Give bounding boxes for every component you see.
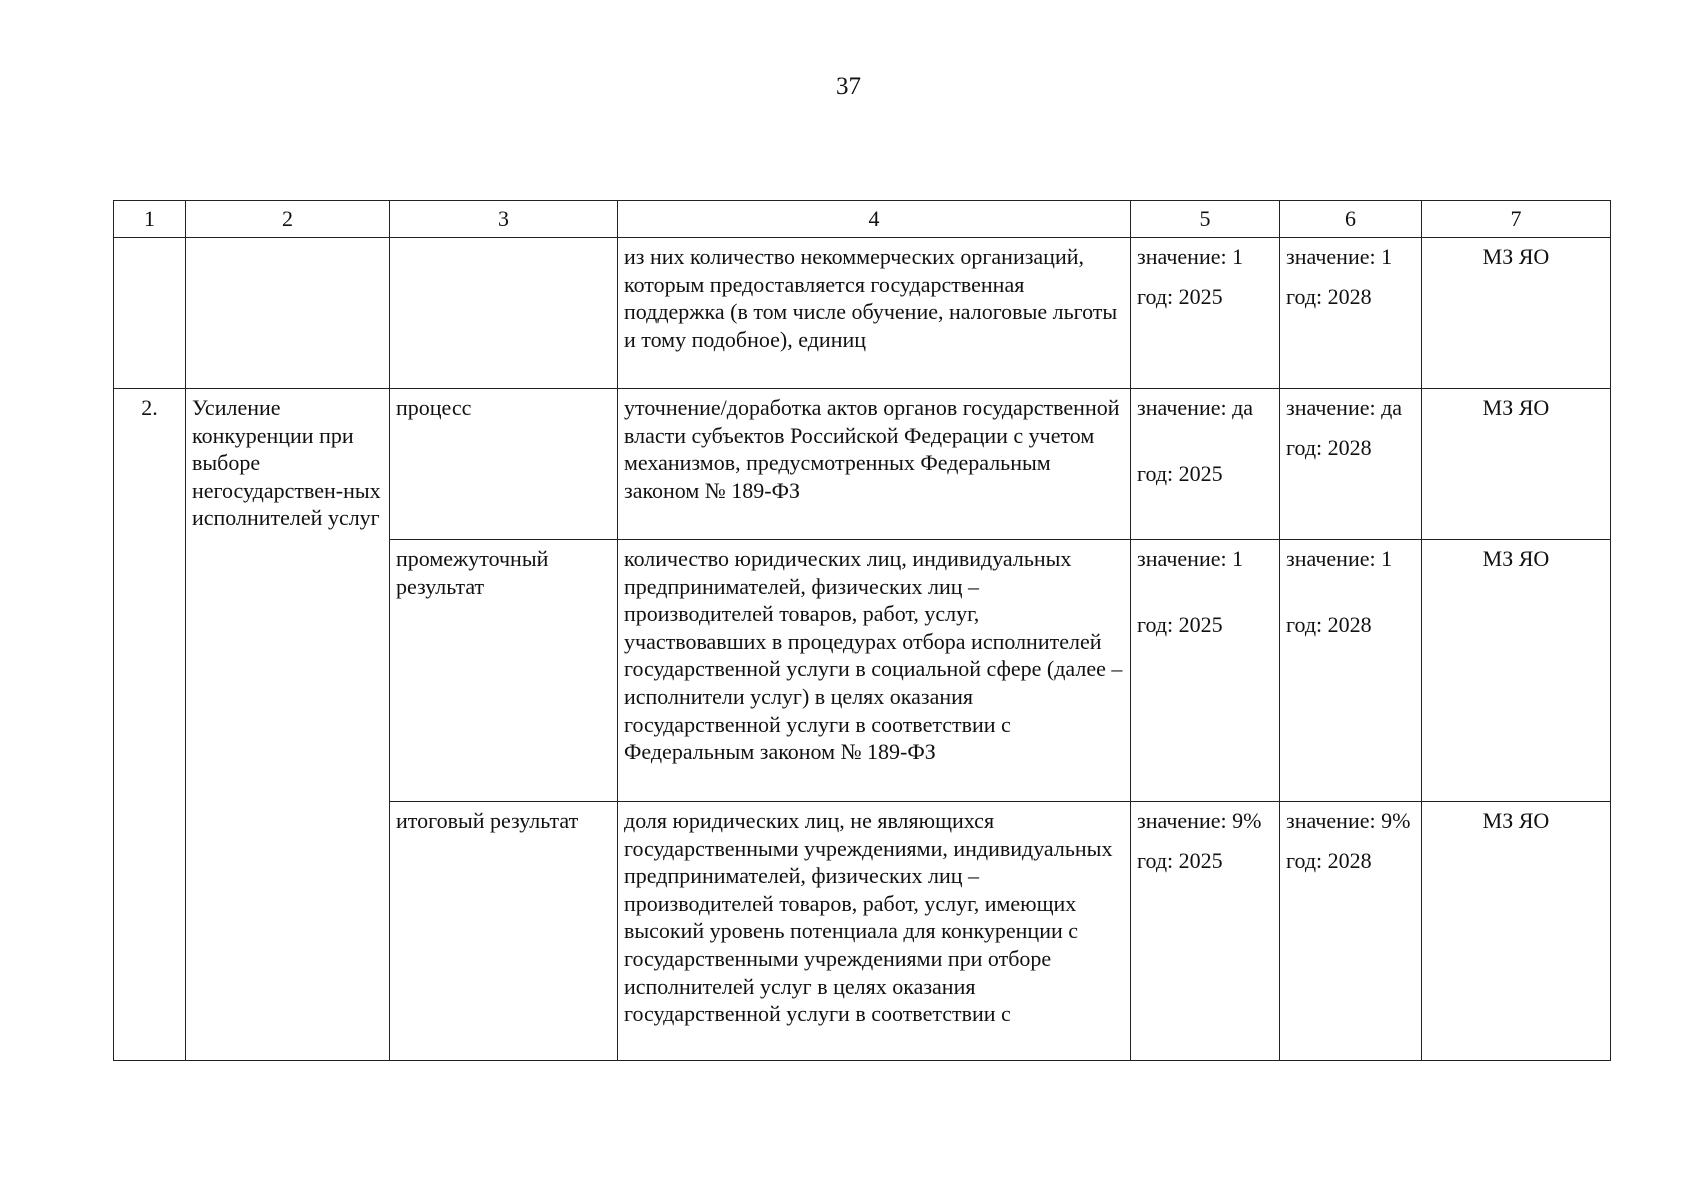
column-number-2: 2 — [186, 201, 390, 238]
base-value-cell — [1131, 238, 1280, 389]
base-value-cell — [1131, 389, 1280, 540]
base-year: год: 2025 — [1137, 847, 1223, 873]
column-number-1: 1 — [114, 201, 186, 238]
responsible-cell: МЗ ЯО — [1422, 802, 1611, 1061]
target-value: значение: 1 — [1286, 244, 1393, 269]
indicator-name-cell: из них количество некоммерческих организаций, которым предоставляется государственная поддержка (в том числе обучение, налоговые льготы и тому подобное), единиц — [618, 238, 1131, 389]
indicator-type-cell: промежуточный результат — [390, 540, 618, 802]
indicator-name-cell: доля юридических лиц, не являющихся государственными учреждениями, индивидуальных предпринимателей, физических лиц – производителей товаров, работ, услуг, имеющих высокий уровень потенциала для конкуренции с государственными учреждениями при отборе исполнителей услуг в целях оказания государственной услуги в соответствии с — [618, 802, 1131, 1061]
target-value-cell — [1280, 389, 1422, 540]
base-value: значение: 1 — [1137, 546, 1244, 571]
base-value-cell — [1131, 540, 1280, 802]
column-number-3: 3 — [390, 201, 618, 238]
target-year: год: 2028 — [1286, 847, 1372, 873]
target-value-cell — [1280, 540, 1422, 802]
task-cell: Усиление конкуренции при выборе негосударствен-ных исполнителей услуг — [186, 389, 390, 1061]
base-year: год: 2025 — [1137, 460, 1223, 486]
column-number-6: 6 — [1280, 201, 1422, 238]
indicator-name-cell: уточнение/доработка актов органов государственной власти субъектов Российской Федерации с учетом механизмов, предусмотренных Федеральным законом № 189-ФЗ — [618, 389, 1131, 540]
table-row — [114, 389, 1611, 540]
task-cell — [186, 238, 390, 389]
target-value: значение: да — [1286, 395, 1403, 420]
target-year: год: 2028 — [1286, 611, 1372, 637]
column-number-4: 4 — [618, 201, 1131, 238]
target-value: значение: 9% — [1286, 808, 1411, 833]
indicator-type-cell: процесс — [390, 389, 618, 540]
row-number-cell: 2. — [114, 389, 186, 1061]
base-value: значение: 1 — [1137, 244, 1244, 269]
base-year: год: 2025 — [1137, 611, 1223, 637]
responsible-cell: МЗ ЯО — [1422, 540, 1611, 802]
table-header-row — [114, 201, 1611, 238]
base-value-cell — [1131, 802, 1280, 1061]
indicator-type-cell: итоговый результат — [390, 802, 618, 1061]
base-value: значение: да — [1137, 395, 1254, 420]
base-value: значение: 9% — [1137, 808, 1262, 833]
page-number: 37 — [836, 73, 861, 100]
table-row — [114, 238, 1611, 389]
target-value: значение: 1 — [1286, 546, 1393, 571]
indicator-name-cell: количество юридических лиц, индивидуальных предпринимателей, физических лиц – производителей товаров, работ, услуг, участвовавших в процедурах отбора исполнителей государственной услуги в социальной сфере (далее – исполнители услуг) в целях оказания государственной услуги в соответствии с Федеральным законом № 189-ФЗ — [618, 540, 1131, 802]
responsible-cell: МЗ ЯО — [1422, 238, 1611, 389]
column-number-5: 5 — [1131, 201, 1280, 238]
target-year: год: 2028 — [1286, 434, 1372, 460]
target-year: год: 2028 — [1286, 283, 1372, 309]
indicator-type-cell — [390, 238, 618, 389]
target-value-cell — [1280, 802, 1422, 1061]
column-number-7: 7 — [1422, 201, 1611, 238]
responsible-cell: МЗ ЯО — [1422, 389, 1611, 540]
base-year: год: 2025 — [1137, 283, 1223, 309]
row-number-cell — [114, 238, 186, 389]
target-value-cell — [1280, 238, 1422, 389]
indicators-table — [113, 200, 1611, 1061]
